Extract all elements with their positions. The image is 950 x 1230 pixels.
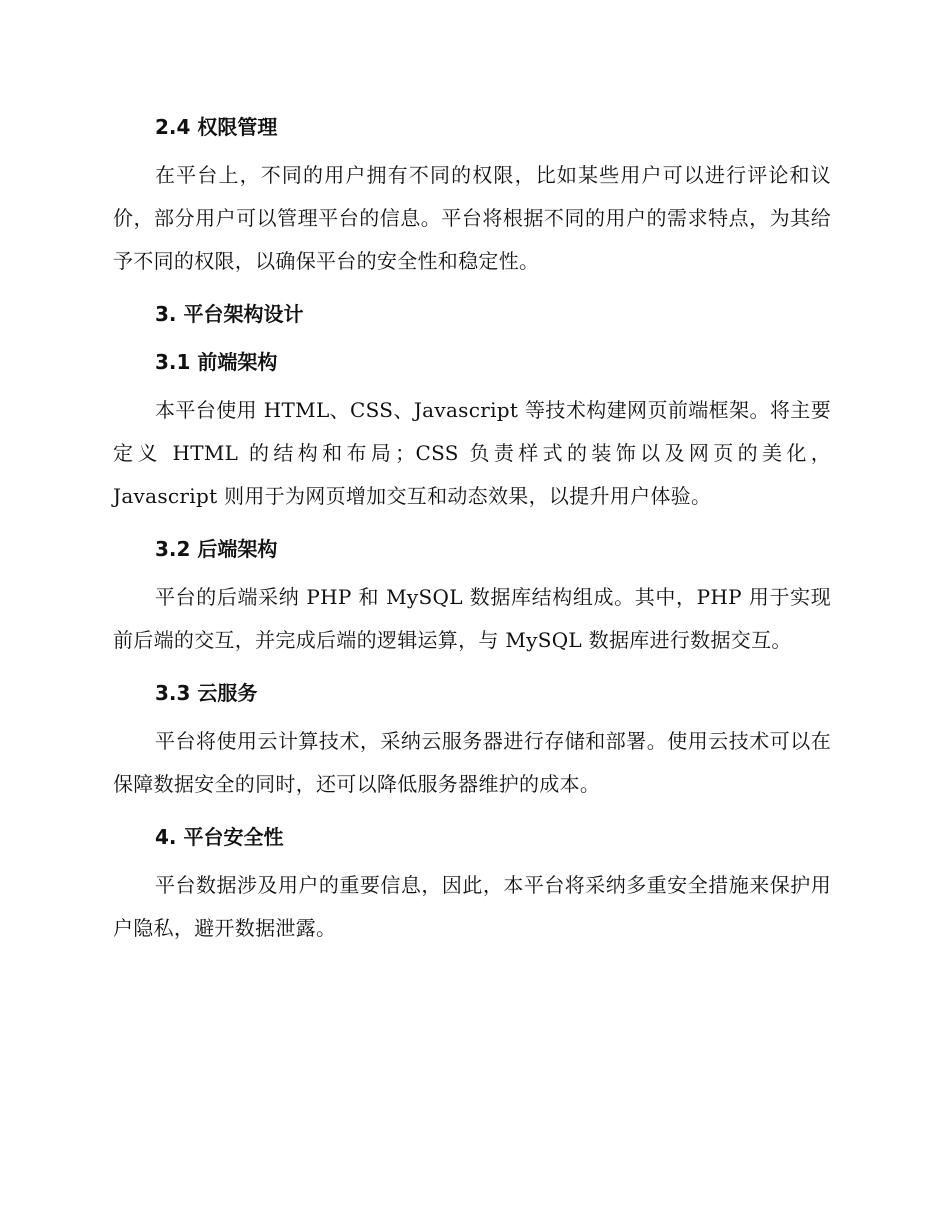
document-body — [113, 106, 831, 960]
section-paragraph-3-3: 平台将使用云计算技术，采纳云服务器进行存储和部署。使用云技术可以在保障数据安全的同时，还可以降低服务器维护的成本。 — [113, 729, 831, 796]
section-heading-4: 4. 平台安全性 — [155, 825, 284, 849]
section-heading-2-4: 2.4 权限管理 — [155, 115, 278, 139]
section-heading-3-1: 3.1 前端架构 — [155, 350, 278, 374]
section-paragraph-2-4: 在平台上，不同的用户拥有不同的权限，比如某些用户可以进行评论和议价，部分用户可以管理平台的信息。平台将根据不同的用户的需求特点，为其给予不同的权限，以确保平台的安全性和稳定性。 — [113, 163, 831, 273]
section-paragraph-4: 平台数据涉及用户的重要信息，因此，本平台将采纳多重安全措施来保护用户隐私，避开数据泄露。 — [113, 873, 831, 940]
section-paragraph-3-2: 平台的后端采纳 PHP 和 MySQL 数据库结构组成。其中，PHP 用于实现前后端的交互，并完成后端的逻辑运算，与 MySQL 数据库进行数据交互。 — [113, 585, 831, 652]
section-paragraph-3-1: 本平台使用 HTML、CSS、Javascript 等技术构建网页前端框架。将主要定义 HTML 的结构和布局；CSS 负责样式的装饰以及网页的美化，Javascript 则用于为网页增加交互和动态效果，以提升用户体验。 — [113, 398, 831, 508]
section-heading-3-2: 3.2 后端架构 — [155, 537, 278, 561]
section-heading-3-3: 3.3 云服务 — [155, 681, 258, 705]
section-heading-3: 3. 平台架构设计 — [155, 302, 304, 326]
